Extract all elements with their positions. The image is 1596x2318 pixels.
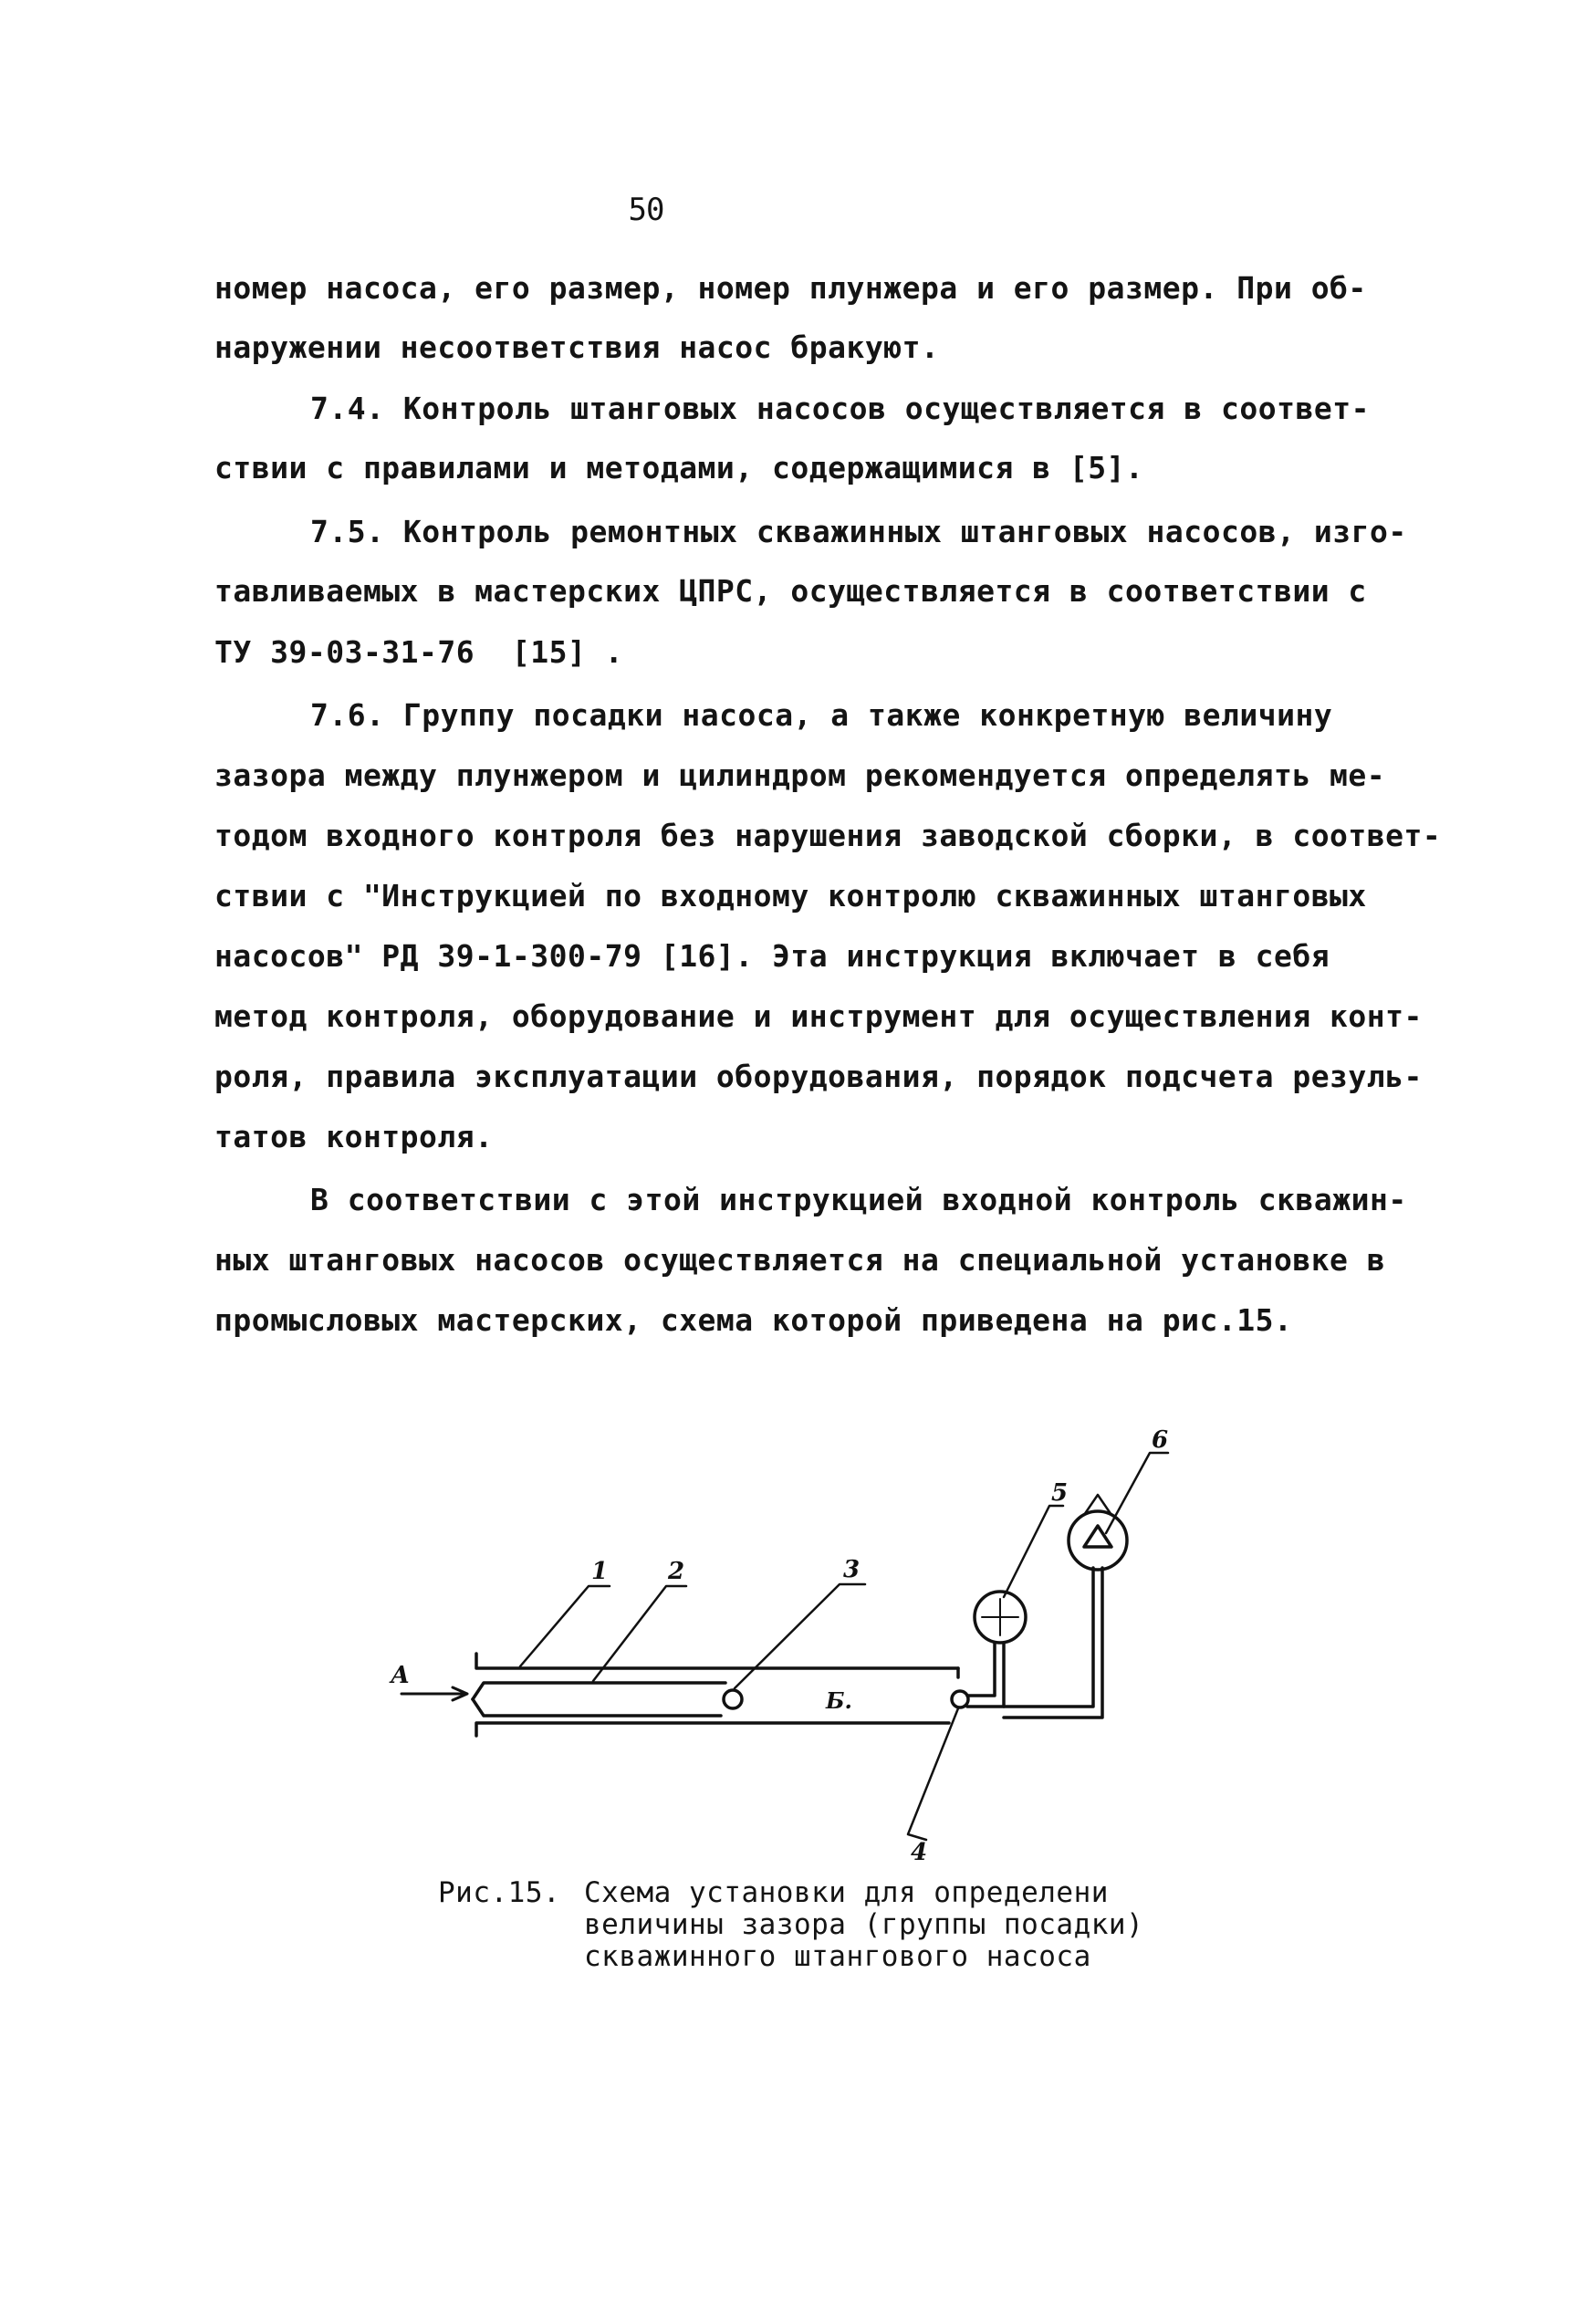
text-line: ствии с "Инструкцией по входному контролю скважинных штанговых [214, 878, 1367, 914]
plunger-top [473, 1683, 725, 1699]
ring-3 [724, 1690, 742, 1708]
pump-lower-wall [476, 1723, 949, 1736]
figure-15 [365, 1424, 1278, 2318]
text-line: роля, правила эксплуатации оборудования, порядок подсчета резуль- [214, 1059, 1423, 1094]
leader-4 [908, 1708, 958, 1840]
label-3: 3 [843, 1556, 861, 1583]
text-line: 7.5. Контроль ремонтных скважинных штанговых насосов, изго- [310, 514, 1407, 549]
text-line: татов контроля. [214, 1119, 494, 1154]
text-line: зазора между плунжером и цилиндром рекомендуется определять ме- [214, 757, 1386, 793]
text-line: тавливаемых в мастерских ЦПРС, осуществляется в соответствии с [214, 573, 1367, 609]
text-line: 7.6. Группу посадки насоса, а также конкретную величину [310, 697, 1333, 733]
text-line: наружении несоответствия насос бракуют. [214, 329, 940, 365]
text-line: ствии с правилами и методами, содержащимися в [5]. [214, 450, 1144, 486]
label-6: 6 [1152, 1426, 1169, 1454]
leader-5 [1004, 1506, 1063, 1597]
leader-3 [735, 1584, 865, 1688]
text-line: ТУ 39-03-31-76 [15] . [214, 634, 624, 670]
plunger-bottom [473, 1699, 721, 1716]
leader-1 [520, 1586, 610, 1666]
leader-6 [1106, 1453, 1168, 1533]
figure-caption-prefix: Рис.15. [438, 1876, 561, 1909]
plug-4 [952, 1691, 968, 1707]
label-1: 1 [591, 1558, 609, 1585]
figure-caption-line: скважинного штангового насоса [584, 1940, 1091, 1973]
text-line: насосов" РД 39-1-300-79 [16]. Эта инструкция включает в себя [214, 938, 1330, 974]
text-line: промысловых мастерских, схема которой приведена на рис.15. [214, 1302, 1293, 1338]
pipe-to-pump-unit-2 [1004, 1568, 1102, 1718]
text-line: 7.4. Контроль штанговых насосов осуществляется в соответ- [310, 391, 1370, 426]
text-line: тодом входного контроля без нарушения заводской сборки, в соответ- [214, 818, 1442, 853]
pump-upper-wall [476, 1654, 958, 1668]
pump-unit [1069, 1511, 1127, 1570]
label-4: 4 [911, 1839, 928, 1866]
page-number: 50 [628, 192, 664, 228]
figure-caption-line: величины зазора (группы посадки) [584, 1908, 1144, 1941]
figure-caption-line: Схема установки для определени [584, 1876, 1109, 1909]
text-line: метод контроля, оборудование и инструмент для осуществления конт- [214, 998, 1423, 1034]
text-line: В соответствии с этой инструкцией входной контроль скважин- [310, 1182, 1407, 1217]
label-5: 5 [1051, 1479, 1069, 1507]
text-line: номер насоса, его размер, номер плунжера и его размер. При об- [214, 270, 1367, 306]
pipe-vertical-left [967, 1643, 995, 1696]
label-a: А [391, 1662, 411, 1689]
text-line: ных штанговых насосов осуществляется на специальной установке в [214, 1242, 1386, 1278]
label-2: 2 [668, 1558, 685, 1585]
label-b: Б. [826, 1687, 852, 1714]
